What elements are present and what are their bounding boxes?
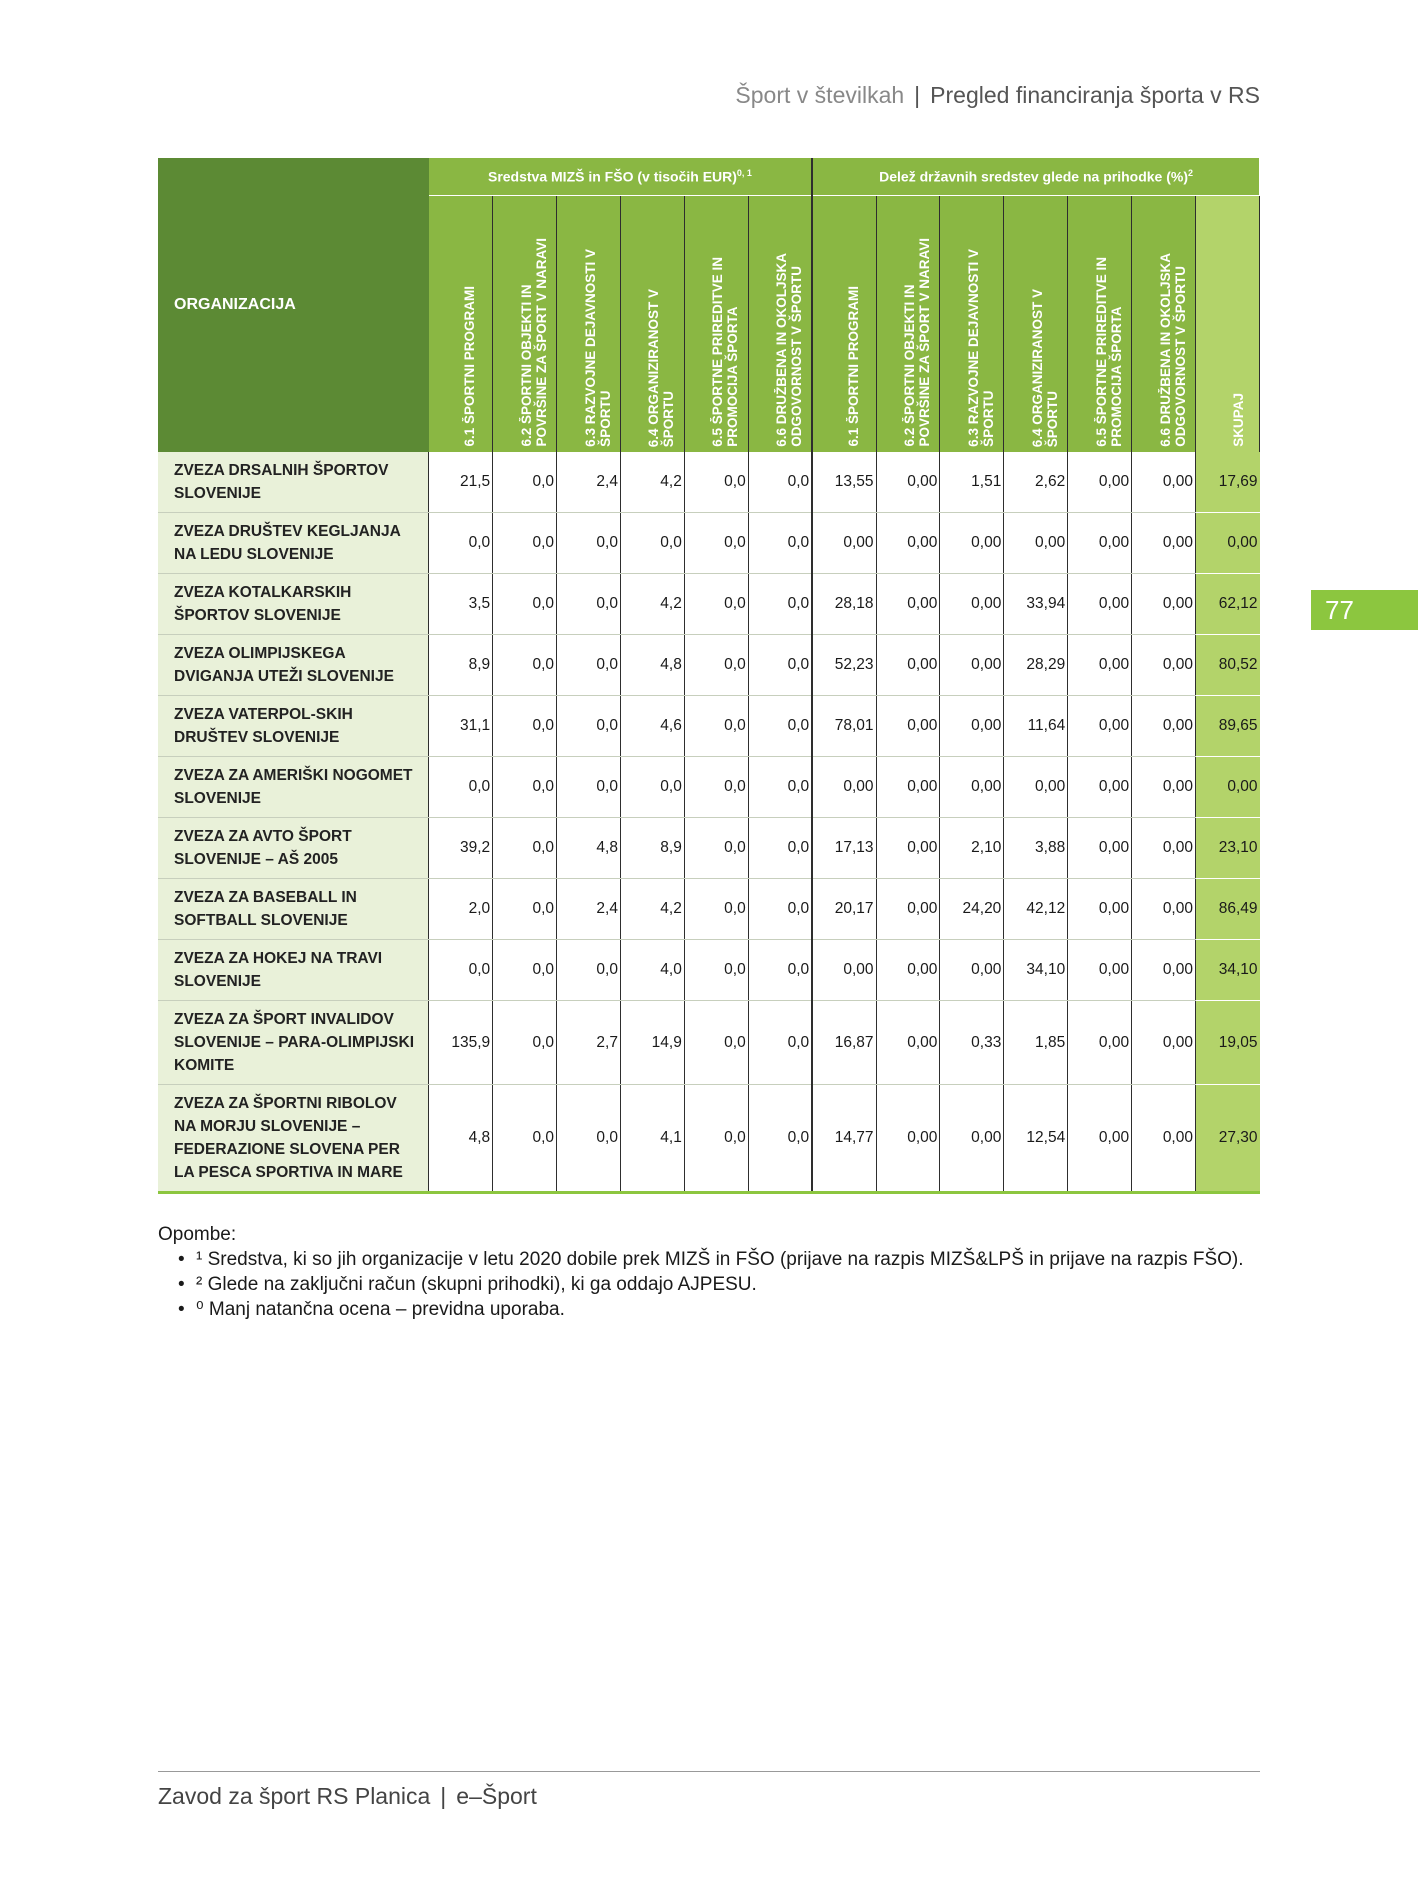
total-cell: 0,00 bbox=[1195, 757, 1259, 818]
value-cell: 135,9 bbox=[429, 1001, 493, 1085]
running-header bbox=[735, 82, 1260, 109]
total-cell: 34,10 bbox=[1195, 940, 1259, 1001]
value-cell: 0,0 bbox=[493, 696, 557, 757]
total-cell: 80,52 bbox=[1195, 635, 1259, 696]
value-cell: 4,2 bbox=[620, 879, 684, 940]
header-separator: | bbox=[914, 82, 921, 108]
value-cell: 0,0 bbox=[493, 818, 557, 879]
value-cell: 0,0 bbox=[557, 513, 621, 574]
value-cell: 0,00 bbox=[1132, 696, 1196, 757]
header-section: Pregled financiranja športa v RS bbox=[930, 82, 1260, 108]
table-row bbox=[158, 696, 1260, 757]
value-cell: 0,00 bbox=[1068, 696, 1132, 757]
value-cell: 0,00 bbox=[1132, 757, 1196, 818]
value-cell: 0,00 bbox=[1132, 879, 1196, 940]
footer-series: e–Šport bbox=[456, 1783, 537, 1809]
value-cell: 0,0 bbox=[684, 513, 748, 574]
total-cell: 17,69 bbox=[1195, 452, 1259, 513]
value-cell: 0,00 bbox=[940, 635, 1004, 696]
column-header: 6.5 ŠPORTNE PRIREDITVE IN PROMOCIJA ŠPORTA bbox=[1068, 196, 1132, 453]
value-cell: 14,77 bbox=[812, 1085, 876, 1193]
value-cell: 0,0 bbox=[684, 1001, 748, 1085]
organization-name: ZVEZA OLIMPIJSKEGA DVIGANJA UTEŽI SLOVENIJE bbox=[158, 635, 429, 696]
value-cell: 0,0 bbox=[493, 879, 557, 940]
value-cell: 1,51 bbox=[940, 452, 1004, 513]
value-cell: 0,00 bbox=[1132, 818, 1196, 879]
value-cell: 21,5 bbox=[429, 452, 493, 513]
table-row bbox=[158, 940, 1260, 1001]
column-header: 6.2 ŠPORTNI OBJEKTI IN POVRŠINE ZA ŠPORT V NARAVI bbox=[876, 196, 940, 453]
organization-name: ZVEZA VATERPOL-SKIH DRUŠTEV SLOVENIJE bbox=[158, 696, 429, 757]
page-number: 77 bbox=[1325, 594, 1354, 625]
value-cell: 0,0 bbox=[684, 818, 748, 879]
value-cell: 0,0 bbox=[557, 757, 621, 818]
value-cell: 0,0 bbox=[493, 635, 557, 696]
value-cell: 0,0 bbox=[493, 940, 557, 1001]
value-cell: 0,0 bbox=[493, 574, 557, 635]
value-cell: 0,0 bbox=[429, 513, 493, 574]
value-cell: 0,0 bbox=[684, 879, 748, 940]
value-cell: 4,8 bbox=[620, 635, 684, 696]
value-cell: 0,00 bbox=[812, 940, 876, 1001]
value-cell: 0,33 bbox=[940, 1001, 1004, 1085]
value-cell: 0,00 bbox=[812, 513, 876, 574]
column-header: 6.4 ORGANIZIRANOST V ŠPORTU bbox=[620, 196, 684, 453]
table-body bbox=[158, 452, 1260, 1193]
value-cell: 4,2 bbox=[620, 574, 684, 635]
total-cell: 19,05 bbox=[1195, 1001, 1259, 1085]
value-cell: 0,00 bbox=[1132, 1001, 1196, 1085]
value-cell: 0,00 bbox=[876, 879, 940, 940]
value-cell: 0,0 bbox=[493, 513, 557, 574]
value-cell: 0,0 bbox=[684, 452, 748, 513]
value-cell: 0,00 bbox=[940, 940, 1004, 1001]
value-cell: 0,0 bbox=[748, 696, 812, 757]
footer-divider bbox=[158, 1771, 1260, 1772]
value-cell: 4,0 bbox=[620, 940, 684, 1001]
value-cell: 0,00 bbox=[1132, 452, 1196, 513]
value-cell: 0,00 bbox=[1068, 757, 1132, 818]
note-item: • ¹ Sredstva, ki so jih organizacije v letu 2020 dobile prek MIZŠ in FŠO (prijave na razpis MIZŠ&LPŠ in prijave na razpis FŠO). bbox=[196, 1247, 1244, 1272]
value-cell: 0,0 bbox=[429, 940, 493, 1001]
value-cell: 8,9 bbox=[429, 635, 493, 696]
value-cell: 3,5 bbox=[429, 574, 493, 635]
value-cell: 2,4 bbox=[557, 879, 621, 940]
value-cell: 39,2 bbox=[429, 818, 493, 879]
value-cell: 0,00 bbox=[876, 1001, 940, 1085]
value-cell: 0,00 bbox=[940, 513, 1004, 574]
value-cell: 0,00 bbox=[940, 574, 1004, 635]
value-cell: 0,00 bbox=[1132, 1085, 1196, 1193]
value-cell: 28,18 bbox=[812, 574, 876, 635]
value-cell: 31,1 bbox=[429, 696, 493, 757]
organization-name: ZVEZA DRUŠTEV KEGLJANJA NA LEDU SLOVENIJE bbox=[158, 513, 429, 574]
value-cell: 0,00 bbox=[876, 757, 940, 818]
total-cell: 62,12 bbox=[1195, 574, 1259, 635]
value-cell: 0,0 bbox=[748, 574, 812, 635]
value-cell: 24,20 bbox=[940, 879, 1004, 940]
value-cell: 2,10 bbox=[940, 818, 1004, 879]
total-cell: 0,00 bbox=[1195, 513, 1259, 574]
value-cell: 0,00 bbox=[1068, 574, 1132, 635]
value-cell: 2,4 bbox=[557, 452, 621, 513]
value-cell: 8,9 bbox=[620, 818, 684, 879]
value-cell: 0,0 bbox=[557, 940, 621, 1001]
value-cell: 0,0 bbox=[557, 696, 621, 757]
value-cell: 0,00 bbox=[1004, 513, 1068, 574]
value-cell: 0,00 bbox=[876, 940, 940, 1001]
value-cell: 0,0 bbox=[684, 635, 748, 696]
value-cell: 17,13 bbox=[812, 818, 876, 879]
value-cell: 0,0 bbox=[557, 1085, 621, 1193]
value-cell: 0,0 bbox=[557, 635, 621, 696]
value-cell: 13,55 bbox=[812, 452, 876, 513]
organization-name: ZVEZA DRSALNIH ŠPORTOV SLOVENIJE bbox=[158, 452, 429, 513]
value-cell: 0,00 bbox=[876, 635, 940, 696]
note-item: • ⁰ Manj natančna ocena – previdna uporaba. bbox=[196, 1297, 1244, 1322]
value-cell: 0,0 bbox=[748, 940, 812, 1001]
value-cell: 42,12 bbox=[1004, 879, 1068, 940]
value-cell: 0,0 bbox=[748, 757, 812, 818]
column-header: 6.1 ŠPORTNI PROGRAMI bbox=[812, 196, 876, 453]
column-header: 6.4 ORGANIZIRANOST V ŠPORTU bbox=[1004, 196, 1068, 453]
value-cell: 4,8 bbox=[429, 1085, 493, 1193]
value-cell: 4,1 bbox=[620, 1085, 684, 1193]
organization-name: ZVEZA ZA BASEBALL IN SOFTBALL SLOVENIJE bbox=[158, 879, 429, 940]
notes-list bbox=[158, 1247, 1244, 1322]
value-cell: 0,00 bbox=[1132, 574, 1196, 635]
group-header-funds bbox=[429, 158, 812, 196]
value-cell: 0,0 bbox=[748, 1001, 812, 1085]
group-header-funds-sup: 0, 1 bbox=[736, 168, 752, 179]
table-row bbox=[158, 818, 1260, 879]
table-row bbox=[158, 452, 1260, 513]
value-cell: 0,0 bbox=[684, 940, 748, 1001]
value-cell: 0,00 bbox=[1068, 879, 1132, 940]
value-cell: 0,00 bbox=[876, 696, 940, 757]
value-cell: 0,00 bbox=[1004, 757, 1068, 818]
table-row bbox=[158, 513, 1260, 574]
table-row bbox=[158, 879, 1260, 940]
table-row bbox=[158, 1001, 1260, 1085]
group-header-share-sup: 2 bbox=[1188, 168, 1194, 179]
value-cell: 0,00 bbox=[940, 757, 1004, 818]
value-cell: 4,8 bbox=[557, 818, 621, 879]
table-row bbox=[158, 1085, 1260, 1193]
group-header-funds-label: Sredstva MIZŠ in FŠO (v tisočih EUR) bbox=[487, 168, 737, 185]
value-cell: 12,54 bbox=[1004, 1085, 1068, 1193]
value-cell: 0,00 bbox=[940, 1085, 1004, 1193]
value-cell: 0,00 bbox=[876, 513, 940, 574]
total-cell: 89,65 bbox=[1195, 696, 1259, 757]
table-row bbox=[158, 574, 1260, 635]
value-cell: 0,0 bbox=[684, 696, 748, 757]
value-cell: 20,17 bbox=[812, 879, 876, 940]
value-cell: 0,0 bbox=[748, 879, 812, 940]
value-cell: 0,00 bbox=[1132, 940, 1196, 1001]
value-cell: 0,0 bbox=[620, 513, 684, 574]
value-cell: 0,00 bbox=[876, 452, 940, 513]
column-header: 6.3 RAZVOJNE DEJAVNOSTI V ŠPORTU bbox=[940, 196, 1004, 453]
value-cell: 0,0 bbox=[748, 635, 812, 696]
column-header: 6.6 DRUŽBENA IN OKOLJSKA ODGOVORNOST V ŠPORTU bbox=[1132, 196, 1196, 453]
value-cell: 16,87 bbox=[812, 1001, 876, 1085]
value-cell: 1,85 bbox=[1004, 1001, 1068, 1085]
value-cell: 0,00 bbox=[1068, 818, 1132, 879]
column-header: 6.2 ŠPORTNI OBJEKTI IN POVRŠINE ZA ŠPORT V NARAVI bbox=[493, 196, 557, 453]
notes-title: Opombe: bbox=[158, 1224, 237, 1245]
value-cell: 0,00 bbox=[1068, 1001, 1132, 1085]
value-cell: 34,10 bbox=[1004, 940, 1068, 1001]
table-row bbox=[158, 635, 1260, 696]
value-cell: 0,0 bbox=[493, 757, 557, 818]
value-cell: 4,6 bbox=[620, 696, 684, 757]
financing-table bbox=[158, 158, 1260, 1194]
value-cell: 0,0 bbox=[748, 1085, 812, 1193]
value-cell: 0,0 bbox=[493, 1001, 557, 1085]
total-cell: 27,30 bbox=[1195, 1085, 1259, 1193]
value-cell: 3,88 bbox=[1004, 818, 1068, 879]
value-cell: 0,0 bbox=[684, 1085, 748, 1193]
value-cell: 0,00 bbox=[940, 696, 1004, 757]
total-cell: 86,49 bbox=[1195, 879, 1259, 940]
value-cell: 0,00 bbox=[1068, 940, 1132, 1001]
value-cell: 0,00 bbox=[1068, 452, 1132, 513]
value-cell: 0,0 bbox=[493, 1085, 557, 1193]
organization-name: ZVEZA ZA ŠPORTNI RIBOLOV NA MORJU SLOVENIJE – FEDERAZIONE SLOVENA PER LA PESCA SPORTIVA IN MARE bbox=[158, 1085, 429, 1193]
value-cell: 11,64 bbox=[1004, 696, 1068, 757]
organization-name: ZVEZA ZA ŠPORT INVALIDOV SLOVENIJE – PARA-OLIMPIJSKI KOMITE bbox=[158, 1001, 429, 1085]
notes-section bbox=[158, 1222, 1244, 1322]
value-cell: 0,0 bbox=[620, 757, 684, 818]
group-header-share bbox=[812, 158, 1259, 196]
footer-separator: | bbox=[440, 1783, 447, 1809]
value-cell: 0,0 bbox=[748, 452, 812, 513]
value-cell: 4,2 bbox=[620, 452, 684, 513]
value-cell: 78,01 bbox=[812, 696, 876, 757]
value-cell: 0,0 bbox=[493, 452, 557, 513]
value-cell: 0,00 bbox=[1132, 513, 1196, 574]
value-cell: 2,62 bbox=[1004, 452, 1068, 513]
value-cell: 0,0 bbox=[557, 574, 621, 635]
organization-name: ZVEZA ZA AVTO ŠPORT SLOVENIJE – AŠ 2005 bbox=[158, 818, 429, 879]
value-cell: 0,0 bbox=[748, 818, 812, 879]
note-item: • ² Glede na zaključni račun (skupni prihodki), ki ga oddajo AJPESU. bbox=[196, 1272, 1244, 1297]
value-cell: 2,7 bbox=[557, 1001, 621, 1085]
value-cell: 0,0 bbox=[684, 574, 748, 635]
organization-name: ZVEZA ZA HOKEJ NA TRAVI SLOVENIJE bbox=[158, 940, 429, 1001]
value-cell: 0,00 bbox=[1068, 513, 1132, 574]
page-footer bbox=[158, 1783, 537, 1810]
column-header: 6.5 ŠPORTNE PRIREDITVE IN PROMOCIJA ŠPORTA bbox=[684, 196, 748, 453]
organization-name: ZVEZA KOTALKARSKIH ŠPORTOV SLOVENIJE bbox=[158, 574, 429, 635]
header-publication: Šport v številkah bbox=[735, 82, 905, 108]
value-cell: 0,00 bbox=[876, 574, 940, 635]
organization-name: ZVEZA ZA AMERIŠKI NOGOMET SLOVENIJE bbox=[158, 757, 429, 818]
value-cell: 0,00 bbox=[876, 1085, 940, 1193]
footer-institution: Zavod za šport RS Planica bbox=[158, 1783, 431, 1809]
table-row bbox=[158, 757, 1260, 818]
page-number-tab bbox=[1311, 590, 1418, 630]
value-cell: 0,0 bbox=[429, 757, 493, 818]
group-header-share-label: Delež državnih sredstev glede na prihodke (%) bbox=[879, 168, 1188, 185]
value-cell: 0,00 bbox=[876, 818, 940, 879]
value-cell: 0,0 bbox=[748, 513, 812, 574]
column-header-total: SKUPAJ bbox=[1195, 196, 1259, 453]
organization-header: ORGANIZACIJA bbox=[158, 158, 429, 452]
value-cell: 0,0 bbox=[684, 757, 748, 818]
value-cell: 52,23 bbox=[812, 635, 876, 696]
column-header: 6.1 ŠPORTNI PROGRAMI bbox=[429, 196, 493, 453]
value-cell: 33,94 bbox=[1004, 574, 1068, 635]
column-header: 6.6 DRUŽBENA IN OKOLJSKA ODGOVORNOST V ŠPORTU bbox=[748, 196, 812, 453]
column-header: 6.3 RAZVOJNE DEJAVNOSTI V ŠPORTU bbox=[557, 196, 621, 453]
value-cell: 28,29 bbox=[1004, 635, 1068, 696]
value-cell: 0,00 bbox=[1132, 635, 1196, 696]
value-cell: 2,0 bbox=[429, 879, 493, 940]
value-cell: 0,00 bbox=[1068, 1085, 1132, 1193]
financing-table-container bbox=[158, 158, 1260, 1194]
value-cell: 14,9 bbox=[620, 1001, 684, 1085]
value-cell: 0,00 bbox=[812, 757, 876, 818]
total-cell: 23,10 bbox=[1195, 818, 1259, 879]
value-cell: 0,00 bbox=[1068, 635, 1132, 696]
